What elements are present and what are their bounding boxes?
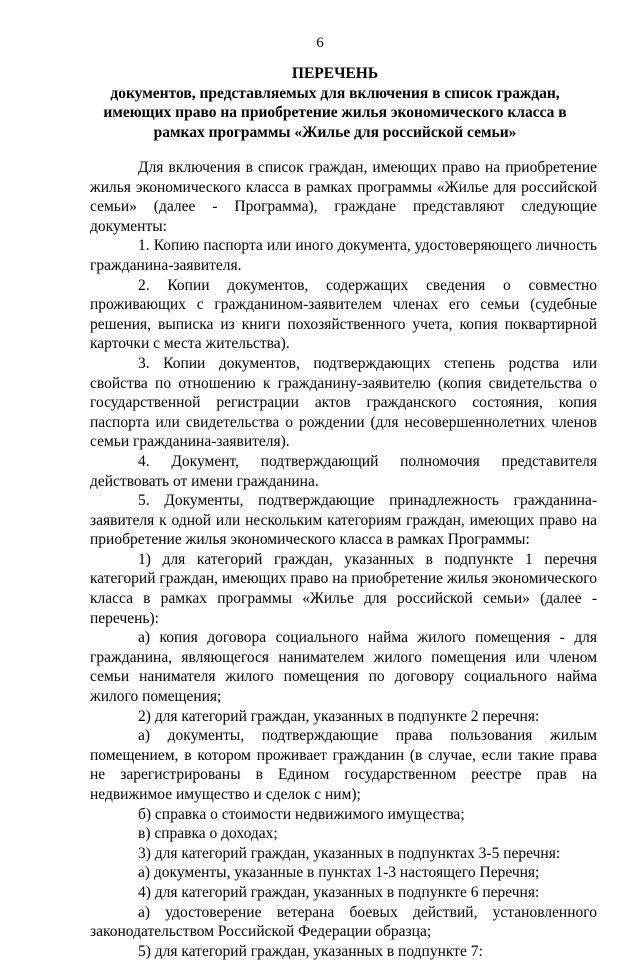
subitem-2-category: 2) для категорий граждан, указанных в подпункте 2 перечня: xyxy=(138,707,540,725)
item-2-family-documents: 2. Копии документов, содержащих сведения о совместно проживающих с гражданином-заявителем членах его семьи (судебные решения, выписка из книги похозяйственного учета, копия поквартирной карточки с места жительства). xyxy=(90,276,597,353)
document-body xyxy=(90,158,597,961)
subitem-2b-property-value: б) справка о стоимости недвижимого имущества; xyxy=(138,805,465,823)
title-heading: ПЕРЕЧЕНЬ xyxy=(291,65,379,82)
page-number: 6 xyxy=(316,35,324,51)
subitem-4a-veteran-certificate: а) удостоверение ветерана боевых действий, установленного законодательством Российской Федерации образца; xyxy=(90,903,597,941)
document-title xyxy=(90,64,580,142)
subitem-2a-usage-rights: а) документы, подтверждающие права пользования жилым помещением, в котором проживает гражданин (в случае, если такие права не зарегистрированы в Едином государственном реестре прав на недвижимое имущество и сделок с ним); xyxy=(90,727,597,803)
subitem-3a-documents: а) документы, указанные в пунктах 1-3 настоящего Перечня; xyxy=(138,864,540,882)
item-4-representative-authority: 4. Документ, подтверждающий полномочия представителя действовать от имени гражданина. xyxy=(90,452,597,490)
subitem-4-category: 4) для категорий граждан, указанных в подпункте 6 перечня: xyxy=(138,883,540,901)
item-1-passport: 1. Копию паспорта или иного документа, удостоверяющего личность гражданина-заявителя. xyxy=(90,237,597,274)
title-line-2: имеющих право на приобретение жилья экономического класса в xyxy=(103,104,567,121)
item-5-category-documents: 5. Документы, подтверждающие принадлежность гражданина-заявителя к одной или нескольким категориям граждан, имеющих право на приобретение жилья экономического класса в рамках Программы: xyxy=(90,492,597,549)
subitem-1-category: 1) для категорий граждан, указанных в подпункте 1 перечня категорий граждан, имеющих право на приобретение жилья экономического класса в рамках программы «Жилье для российской семьи» (далее - перечень): xyxy=(90,550,597,627)
intro-paragraph: Для включения в список граждан, имеющих право на приобретение жилья экономического класса в рамках программы «Жилье для российской семьи» (далее - Программа), граждане представляют следующие документы: xyxy=(90,159,597,235)
title-line-1: документов, представляемых для включения в список граждан, xyxy=(110,84,560,102)
item-3-kinship-documents: 3. Копии документов, подтверждающих степень родства или свойства по отношению к гражданину-заявителю (копия свидетельства о государственной регистрации актов гражданского состояния, копия паспорта или свидетельства о рождении (для несовершеннолетних членов семьи гражданина-заявителя). xyxy=(90,354,597,451)
subitem-5-category: 5) для категорий граждан, указанных в подпункте 7: xyxy=(138,942,483,960)
subitem-1a-social-lease: а) копия договора социального найма жилого помещения - для гражданина, являющегося нанимателем жилого помещения или членом семьи нанимателя жилого помещения по договору социального найма жилого помещения; xyxy=(90,629,597,706)
title-line-3: рамках программы «Жилье для российской семьи» xyxy=(153,123,517,141)
subitem-2c-income: в) справка о доходах; xyxy=(138,825,278,843)
subitem-3-category: 3) для категорий граждан, указанных в подпунктах 3-5 перечня: xyxy=(138,844,561,862)
